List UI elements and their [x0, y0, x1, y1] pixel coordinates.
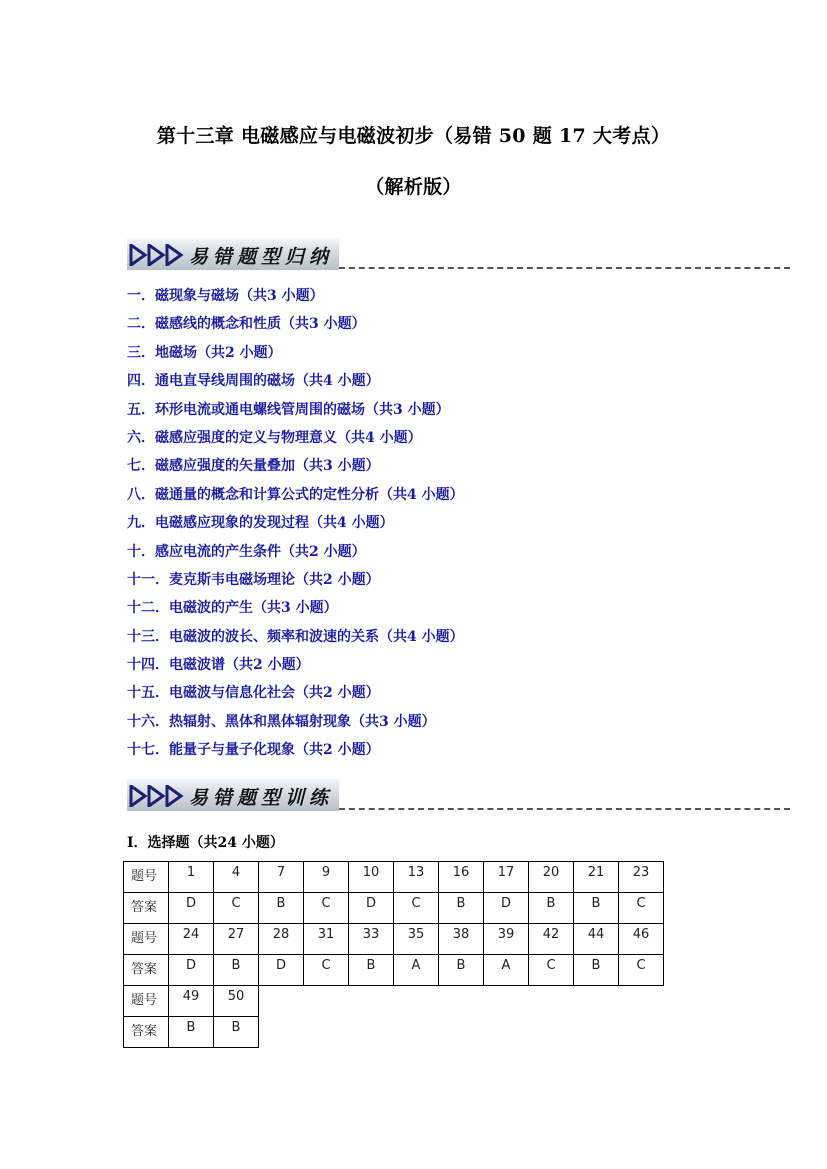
triple-arrow-icon [129, 244, 187, 266]
answer-cell: A [394, 955, 439, 986]
answer-cell: C [214, 893, 259, 924]
answer-row [124, 955, 664, 986]
answer-cell: D [259, 955, 304, 986]
empty-cell [349, 986, 394, 1017]
question-number-cell: 1 [169, 862, 214, 893]
question-number-cell: 46 [619, 924, 664, 955]
answer-cell: C [529, 955, 574, 986]
question-number-cell: 9 [304, 862, 349, 893]
dashed-divider [339, 267, 790, 269]
question-number-cell: 13 [394, 862, 439, 893]
section-header-training [127, 779, 790, 813]
answer-cell: B [169, 1017, 214, 1048]
empty-cell [259, 986, 304, 1017]
topic-item[interactable]: 十二．电磁波的产生（共3 小题） [127, 600, 338, 617]
question-number-cell: 10 [349, 862, 394, 893]
empty-cell [529, 986, 574, 1017]
row-label-answer: 答案 [124, 955, 169, 986]
answer-cell: B [574, 955, 619, 986]
empty-cell [304, 986, 349, 1017]
section-banner [127, 238, 339, 270]
answer-cell: A [484, 955, 529, 986]
topic-item[interactable]: 六．磁感应强度的定义与物理意义（共4 小题） [127, 429, 422, 446]
row-label-question: 题号 [124, 986, 169, 1017]
answer-cell: D [349, 893, 394, 924]
topic-item[interactable]: 十．感应电流的产生条件（共2 小题） [127, 543, 366, 560]
topic-item[interactable]: 八．磁通量的概念和计算公式的定性分析（共4 小题） [127, 486, 464, 503]
section-banner [127, 779, 339, 811]
answer-cell: C [619, 955, 664, 986]
topic-list [127, 286, 464, 769]
topic-item[interactable]: 七．磁感应强度的矢量叠加（共3 小题） [127, 458, 380, 475]
question-number-cell: 21 [574, 862, 619, 893]
answer-cell: B [214, 1017, 259, 1048]
empty-cell [439, 986, 484, 1017]
empty-cell [574, 1017, 619, 1048]
empty-cell [349, 1017, 394, 1048]
answer-cell: B [439, 893, 484, 924]
topic-item[interactable]: 十三．电磁波的波长、频率和波速的关系（共4 小题） [127, 628, 464, 645]
question-number-cell: 4 [214, 862, 259, 893]
empty-cell [619, 1017, 664, 1048]
dashed-divider [339, 808, 790, 810]
question-number-cell: 20 [529, 862, 574, 893]
answer-cell: D [169, 955, 214, 986]
question-number-cell: 49 [169, 986, 214, 1017]
question-number-cell: 33 [349, 924, 394, 955]
empty-cell [259, 1017, 304, 1048]
question-number-cell: 17 [484, 862, 529, 893]
empty-cell [484, 1017, 529, 1048]
row-label-answer: 答案 [124, 1017, 169, 1048]
question-number-cell: 23 [619, 862, 664, 893]
question-number-cell: 7 [259, 862, 304, 893]
triple-arrow-icon [129, 785, 187, 807]
topic-item[interactable]: 九．电磁感应现象的发现过程（共4 小题） [127, 515, 394, 532]
document-title: 第十三章 电磁感应与电磁波初步（易错 50 题 17 大考点） [156, 125, 671, 147]
empty-cell [484, 986, 529, 1017]
answer-cell: B [529, 893, 574, 924]
empty-cell [619, 986, 664, 1017]
question-number-cell: 35 [394, 924, 439, 955]
answer-cell: B [349, 955, 394, 986]
topic-item[interactable]: 五．环形电流或通电螺线管周围的磁场（共3 小题） [127, 401, 450, 418]
question-number-cell: 16 [439, 862, 484, 893]
topic-item[interactable]: 十一．麦克斯韦电磁场理论（共2 小题） [127, 571, 380, 588]
answer-row [124, 893, 664, 924]
row-label-answer: 答案 [124, 893, 169, 924]
row-label-question: 题号 [124, 924, 169, 955]
document-subtitle: （解析版） [365, 176, 462, 198]
answer-cell: B [259, 893, 304, 924]
question-number-cell: 42 [529, 924, 574, 955]
answer-cell: C [304, 955, 349, 986]
topic-item[interactable]: 四．通电直导线周围的磁场（共4 小题） [127, 373, 380, 390]
answer-cell: D [484, 893, 529, 924]
question-number-cell: 28 [259, 924, 304, 955]
section-banner-label: 易错题型训练 [189, 787, 334, 809]
topic-item[interactable]: 一．磁现象与磁场（共3 小题） [127, 288, 324, 304]
question-number-cell: 27 [214, 924, 259, 955]
answer-table [123, 861, 664, 1048]
answer-cell: B [574, 893, 619, 924]
topic-item[interactable]: 十七．能量子与量子化现象（共2 小题） [127, 742, 380, 759]
empty-cell [394, 1017, 439, 1048]
section-header-summary [127, 238, 790, 272]
answer-cell: B [214, 955, 259, 986]
question-number-cell: 50 [214, 986, 259, 1017]
empty-cell [574, 986, 619, 1017]
question-number-row [124, 862, 664, 893]
empty-cell [529, 1017, 574, 1048]
empty-cell [394, 986, 439, 1017]
question-number-cell: 31 [304, 924, 349, 955]
topic-item[interactable]: 三．地磁场（共2 小题） [127, 344, 282, 361]
question-number-cell: 24 [169, 924, 214, 955]
answer-row [124, 1017, 664, 1048]
topic-item[interactable]: 十六．热辐射、黑体和黑体辐射现象（共3 小题） [127, 713, 436, 730]
question-number-cell: 44 [574, 924, 619, 955]
topic-item[interactable]: 二．磁感线的概念和性质（共3 小题） [127, 316, 366, 333]
answer-cell: C [619, 893, 664, 924]
answer-cell: D [169, 893, 214, 924]
answer-cell: B [439, 955, 484, 986]
empty-cell [304, 1017, 349, 1048]
question-number-row [124, 986, 664, 1017]
row-label-question: 题号 [124, 862, 169, 893]
question-number-row [124, 924, 664, 955]
empty-cell [439, 1017, 484, 1048]
choice-section-title: Ⅰ．选择题（共24 小题） [127, 835, 284, 851]
answer-cell: C [394, 893, 439, 924]
topic-item[interactable]: 十四．电磁波谱（共2 小题） [127, 657, 310, 674]
answer-cell: C [304, 893, 349, 924]
section-banner-label: 易错题型归纳 [189, 246, 334, 268]
question-number-cell: 38 [439, 924, 484, 955]
topic-item[interactable]: 十五．电磁波与信息化社会（共2 小题） [127, 685, 380, 702]
question-number-cell: 39 [484, 924, 529, 955]
